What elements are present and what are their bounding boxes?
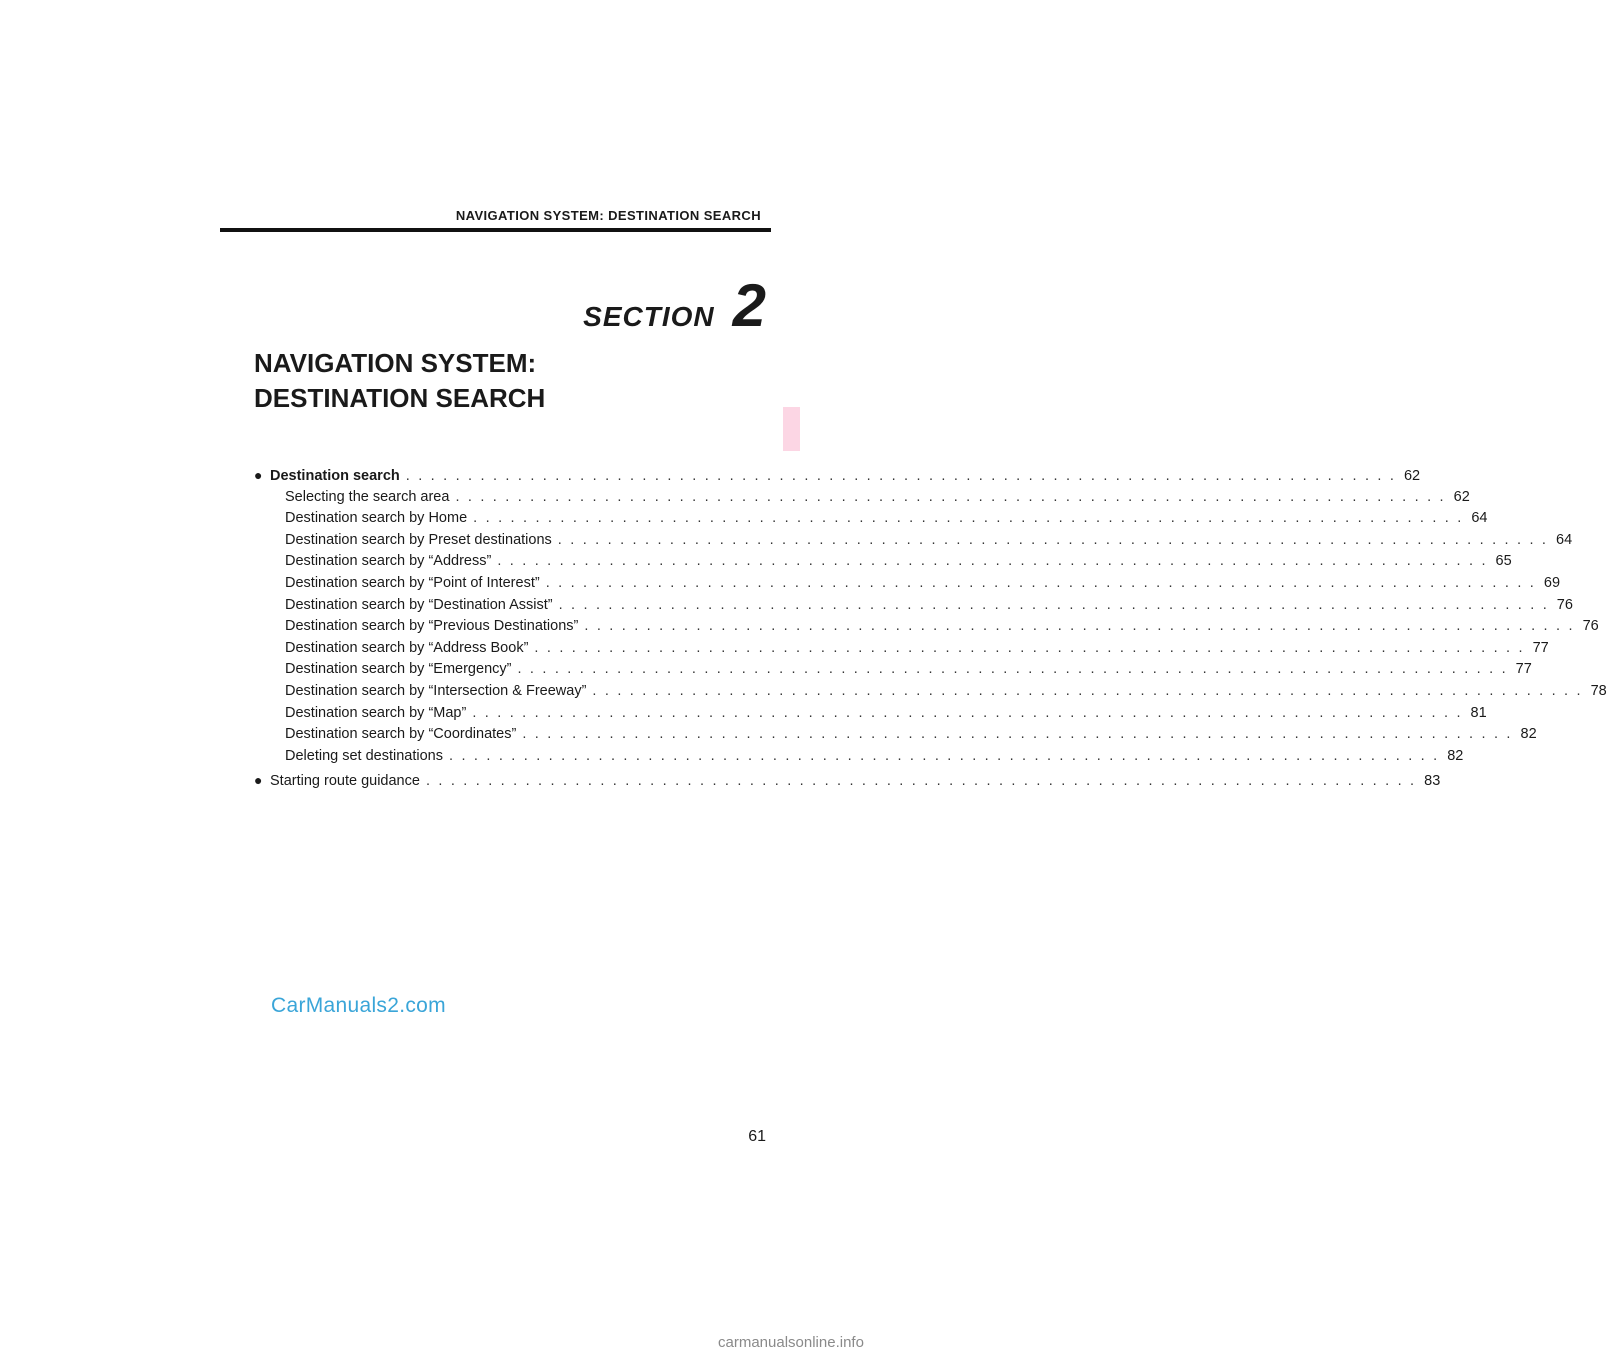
toc-entry[interactable] bbox=[254, 659, 1532, 681]
toc-entry-page: 82 bbox=[1447, 747, 1464, 764]
toc-dot-leader: . . . . . . . . . . . . . . . . . . . . . . . . . . . . . . . . . . . . . . . . . . . . . . . . . . . . . . . . . . . . . . . . . . . . . . . . . . . . . . . . bbox=[584, 618, 1575, 635]
toc-entry[interactable] bbox=[254, 595, 1573, 617]
toc-entry-page: 76 bbox=[1582, 618, 1599, 635]
toc-dot-leader: . . . . . . . . . . . . . . . . . . . . . . . . . . . . . . . . . . . . . . . . . . . . . . . . . . . . . . . . . . . . . . . . . . . . . . . . . . . . . . . . bbox=[473, 510, 1464, 527]
toc-entry[interactable] bbox=[254, 487, 1470, 509]
toc-entry[interactable] bbox=[254, 530, 1573, 552]
page-title-line-2: DESTINATION SEARCH bbox=[254, 383, 546, 413]
toc-entry[interactable] bbox=[254, 746, 1464, 768]
toc-dot-leader: . . . . . . . . . . . . . . . . . . . . . . . . . . . . . . . . . . . . . . . . . . . . . . . . . . . . . . . . . . . . . . . . . . . . . . . . . . . . . . . . bbox=[455, 488, 1446, 505]
toc-entry-title: Deleting set destinations bbox=[285, 747, 443, 764]
toc-dot-leader: . . . . . . . . . . . . . . . . . . . . . . . . . . . . . . . . . . . . . . . . . . . . . . . . . . . . . . . . . . . . . . . . . . . . . . . . . . . . . . . . bbox=[592, 682, 1583, 699]
toc-dot-leader: . . . . . . . . . . . . . . . . . . . . . . . . . . . . . . . . . . . . . . . . . . . . . . . . . . . . . . . . . . . . . . . . . . . . . . . . . . . . . . . . bbox=[558, 596, 1549, 613]
table-of-contents bbox=[254, 465, 1607, 792]
toc-bullet-icon: ● bbox=[254, 772, 263, 789]
toc-entry-page: 81 bbox=[1470, 704, 1487, 721]
toc-entry-title: Destination search by Home bbox=[285, 510, 468, 527]
toc-entry[interactable] bbox=[254, 770, 1441, 792]
toc-entry[interactable] bbox=[254, 573, 1561, 595]
page-title bbox=[254, 346, 754, 416]
toc-dot-leader: . . . . . . . . . . . . . . . . . . . . . . . . . . . . . . . . . . . . . . . . . . . . . . . . . . . . . . . . . . . . . . . . . . . . . . . . . . . . . . . . bbox=[517, 661, 1508, 678]
toc-entry-page: 69 bbox=[1543, 574, 1561, 591]
toc-dot-leader: . . . . . . . . . . . . . . . . . . . . . . . . . . . . . . . . . . . . . . . . . . . . . . . . . . . . . . . . . . . . . . . . . . . . . . . . . . . . . . . . bbox=[497, 553, 1488, 570]
section-mark bbox=[540, 272, 766, 339]
toc-entry-page: 64 bbox=[1556, 531, 1573, 548]
toc-entry[interactable] bbox=[254, 724, 1537, 746]
toc-entry[interactable] bbox=[254, 465, 1421, 487]
toc-entry-page: 65 bbox=[1495, 553, 1512, 570]
footer-watermark: carmanualsonline.info bbox=[718, 1334, 864, 1351]
section-word: SECTION bbox=[583, 301, 715, 332]
toc-entry-title: Destination search by “Address” bbox=[285, 553, 492, 570]
toc-entry-title: Destination search by “Previous Destinations” bbox=[285, 618, 579, 635]
toc-dot-leader: . . . . . . . . . . . . . . . . . . . . . . . . . . . . . . . . . . . . . . . . . . . . . . . . . . . . . . . . . . . . . . . . . . . . . . . . . . . . . . . . bbox=[425, 773, 1417, 790]
toc-entry-title: Destination search by “Destination Assist” bbox=[285, 596, 553, 613]
toc-entry-page: 62 bbox=[1453, 488, 1470, 505]
toc-entry-page: 83 bbox=[1424, 773, 1441, 790]
toc-entry[interactable] bbox=[254, 703, 1487, 725]
toc-entry-title: Starting route guidance bbox=[270, 773, 420, 790]
running-header: NAVIGATION SYSTEM: DESTINATION SEARCH bbox=[455, 208, 761, 223]
watermark: CarManuals2.com bbox=[271, 994, 446, 1017]
toc-entry[interactable] bbox=[254, 681, 1607, 703]
toc-entry-title: Destination search by Preset destinations bbox=[285, 531, 552, 548]
toc-entry-title: Destination search by “Map” bbox=[285, 704, 467, 721]
toc-entry-page: 76 bbox=[1556, 596, 1573, 613]
toc-dot-leader: . . . . . . . . . . . . . . . . . . . . . . . . . . . . . . . . . . . . . . . . . . . . . . . . . . . . . . . . . . . . . . . . . . . . . . . . . . . . . . . . bbox=[534, 639, 1525, 656]
toc-entry-title: Destination search by “Point of Interest” bbox=[285, 574, 540, 591]
page-title-line-1: NAVIGATION SYSTEM: bbox=[254, 348, 537, 378]
header-rule bbox=[220, 228, 771, 232]
toc-entry[interactable] bbox=[254, 508, 1488, 530]
toc-entry[interactable] bbox=[254, 616, 1599, 638]
toc-entry-page: 64 bbox=[1471, 510, 1488, 527]
section-thumb-tab bbox=[783, 407, 800, 451]
toc-entry-title: Destination search by “Address Book” bbox=[285, 639, 529, 656]
toc-dot-leader: . . . . . . . . . . . . . . . . . . . . . . . . . . . . . . . . . . . . . . . . . . . . . . . . . . . . . . . . . . . . . . . . . . . . . . . . . . . . . . . . bbox=[405, 468, 1397, 484]
toc-entry-title: Destination search bbox=[270, 468, 400, 484]
toc-dot-leader: . . . . . . . . . . . . . . . . . . . . . . . . . . . . . . . . . . . . . . . . . . . . . . . . . . . . . . . . . . . . . . . . . . . . . . . . . . . . . . . . bbox=[557, 531, 1549, 548]
toc-entry[interactable] bbox=[254, 638, 1549, 660]
toc-dot-leader: . . . . . . . . . . . . . . . . . . . . . . . . . . . . . . . . . . . . . . . . . . . . . . . . . . . . . . . . . . . . . . . . . . . . . . . . . . . . . . . . bbox=[449, 747, 1440, 764]
toc-entry-page: 77 bbox=[1532, 639, 1549, 656]
section-number: 2 bbox=[732, 272, 766, 339]
toc-entry-page: 62 bbox=[1403, 468, 1421, 484]
toc-dot-leader: . . . . . . . . . . . . . . . . . . . . . . . . . . . . . . . . . . . . . . . . . . . . . . . . . . . . . . . . . . . . . . . . . . . . . . . . . . . . . . . . bbox=[522, 726, 1513, 743]
toc-bullet-icon: ● bbox=[254, 467, 263, 483]
toc-entry-title: Destination search by “Emergency” bbox=[285, 661, 512, 678]
toc-dot-leader: . . . . . . . . . . . . . . . . . . . . . . . . . . . . . . . . . . . . . . . . . . . . . . . . . . . . . . . . . . . . . . . . . . . . . . . . . . . . . . . . bbox=[545, 574, 1537, 591]
toc-dot-leader: . . . . . . . . . . . . . . . . . . . . . . . . . . . . . . . . . . . . . . . . . . . . . . . . . . . . . . . . . . . . . . . . . . . . . . . . . . . . . . . . bbox=[472, 704, 1463, 721]
toc-entry-title: Destination search by “Intersection & Freeway” bbox=[285, 682, 587, 699]
page-number: 61 bbox=[748, 1128, 766, 1145]
toc-entry-page: 82 bbox=[1520, 726, 1537, 743]
toc-entry[interactable] bbox=[254, 551, 1512, 573]
toc-entry-title: Destination search by “Coordinates” bbox=[285, 726, 517, 743]
toc-entry-page: 77 bbox=[1515, 661, 1532, 678]
toc-entry-title: Selecting the search area bbox=[285, 488, 450, 505]
toc-entry-page: 78 bbox=[1590, 682, 1607, 699]
